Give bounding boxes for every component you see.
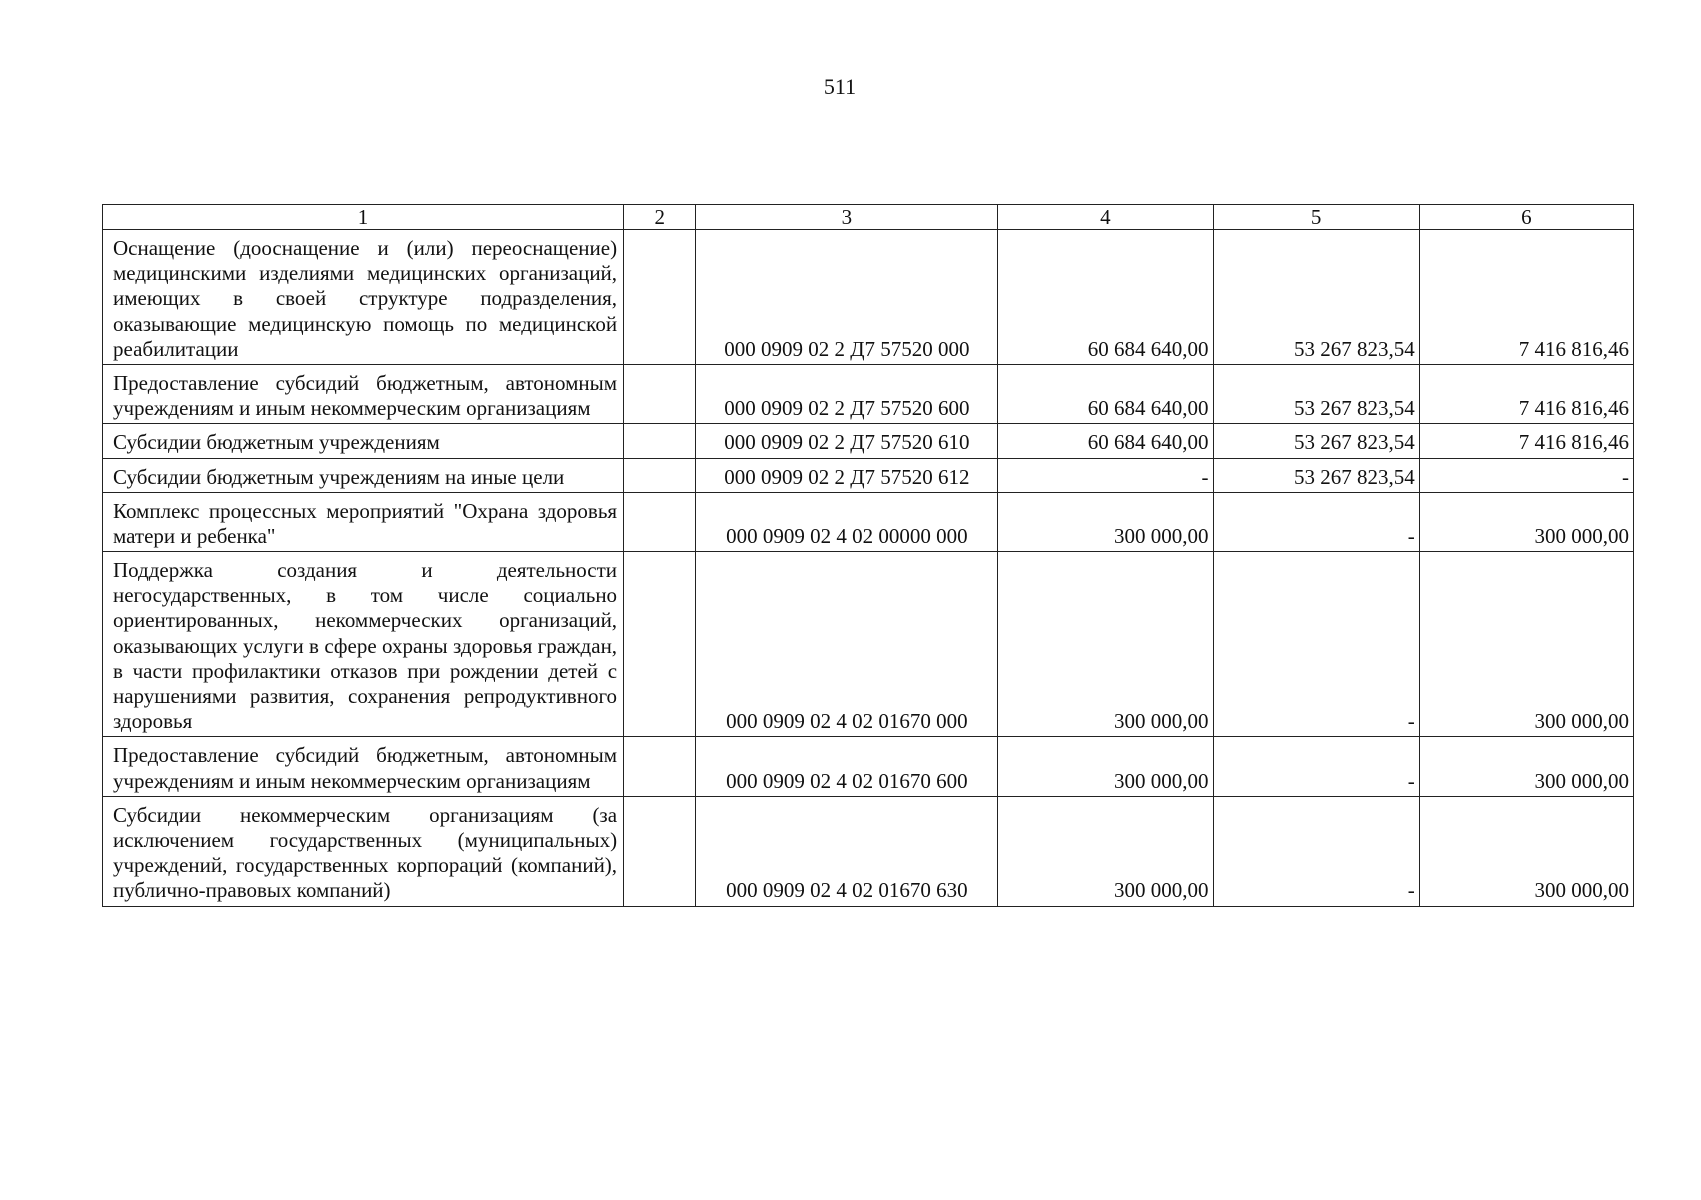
row-col6: - bbox=[1419, 458, 1633, 492]
row-col5: - bbox=[1213, 552, 1419, 737]
column-header: 5 bbox=[1213, 205, 1419, 230]
row-col5: 53 267 823,54 bbox=[1213, 458, 1419, 492]
page-number: 511 bbox=[823, 74, 857, 99]
row-name: Поддержка создания и деятельности негосударственных, в том числе социально ориентированных, некоммерческих организаций, оказывающих услуги в сфере охраны здоровья граждан, в части профилактики отказов при рождении детей с нарушениями развития, сохранения репродуктивного здоровья bbox=[103, 552, 624, 737]
row-col2 bbox=[624, 230, 696, 365]
row-col5: 53 267 823,54 bbox=[1213, 424, 1419, 458]
column-header: 3 bbox=[696, 205, 998, 230]
row-col4: - bbox=[998, 458, 1213, 492]
budget-table bbox=[102, 204, 1634, 907]
row-code: 000 0909 02 4 02 00000 000 bbox=[696, 492, 998, 551]
row-col6: 7 416 816,46 bbox=[1419, 364, 1633, 423]
column-header: 6 bbox=[1419, 205, 1633, 230]
row-code: 000 0909 02 2 Д7 57520 610 bbox=[696, 424, 998, 458]
column-header: 2 bbox=[624, 205, 696, 230]
row-col2 bbox=[624, 458, 696, 492]
table-row bbox=[103, 552, 1634, 737]
row-col2 bbox=[624, 492, 696, 551]
row-col2 bbox=[624, 424, 696, 458]
row-col4: 60 684 640,00 bbox=[998, 364, 1213, 423]
row-col4: 60 684 640,00 bbox=[998, 424, 1213, 458]
row-code: 000 0909 02 4 02 01670 600 bbox=[696, 737, 998, 796]
row-col6: 7 416 816,46 bbox=[1419, 424, 1633, 458]
row-col2 bbox=[624, 737, 696, 796]
table-row bbox=[103, 796, 1634, 906]
row-col4: 300 000,00 bbox=[998, 796, 1213, 906]
table-row bbox=[103, 492, 1634, 551]
table-row bbox=[103, 737, 1634, 796]
row-code: 000 0909 02 2 Д7 57520 000 bbox=[696, 230, 998, 365]
row-name: Комплекс процессных мероприятий "Охрана здоровья матери и ребенка" bbox=[103, 492, 624, 551]
row-name: Предоставление субсидий бюджетным, автономным учреждениям и иным некоммерческим организациям bbox=[103, 364, 624, 423]
table-row bbox=[103, 364, 1634, 423]
column-header: 1 bbox=[103, 205, 624, 230]
row-col6: 7 416 816,46 bbox=[1419, 230, 1633, 365]
header-row bbox=[103, 205, 1634, 230]
row-name: Субсидии бюджетным учреждениям bbox=[103, 424, 624, 458]
row-code: 000 0909 02 4 02 01670 000 bbox=[696, 552, 998, 737]
row-col4: 60 684 640,00 bbox=[998, 230, 1213, 365]
row-col6: 300 000,00 bbox=[1419, 796, 1633, 906]
row-col2 bbox=[624, 796, 696, 906]
row-col5: 53 267 823,54 bbox=[1213, 364, 1419, 423]
row-code: 000 0909 02 2 Д7 57520 612 bbox=[696, 458, 998, 492]
row-col2 bbox=[624, 552, 696, 737]
row-col6: 300 000,00 bbox=[1419, 737, 1633, 796]
table-row bbox=[103, 424, 1634, 458]
row-name: Предоставление субсидий бюджетным, автономным учреждениям и иным некоммерческим организациям bbox=[103, 737, 624, 796]
table-row bbox=[103, 458, 1634, 492]
row-name: Субсидии бюджетным учреждениям на иные цели bbox=[103, 458, 624, 492]
row-col4: 300 000,00 bbox=[998, 552, 1213, 737]
row-name: Субсидии некоммерческим организациям (за исключением государственных (муниципальных) учреждений, государственных корпораций (компаний), публично-правовых компаний) bbox=[103, 796, 624, 906]
row-col5: - bbox=[1213, 492, 1419, 551]
row-col5: - bbox=[1213, 796, 1419, 906]
table-row bbox=[103, 230, 1634, 365]
row-name: Оснащение (дооснащение и (или) переоснащение) медицинскими изделиями медицинских организаций, имеющих в своей структуре подразделения, оказывающие медицинскую помощь по медицинской реабилитации bbox=[103, 230, 624, 365]
row-col2 bbox=[624, 364, 696, 423]
row-col4: 300 000,00 bbox=[998, 737, 1213, 796]
row-col5: - bbox=[1213, 737, 1419, 796]
row-code: 000 0909 02 4 02 01670 630 bbox=[696, 796, 998, 906]
row-code: 000 0909 02 2 Д7 57520 600 bbox=[696, 364, 998, 423]
row-col4: 300 000,00 bbox=[998, 492, 1213, 551]
row-col6: 300 000,00 bbox=[1419, 552, 1633, 737]
row-col5: 53 267 823,54 bbox=[1213, 230, 1419, 365]
column-header: 4 bbox=[998, 205, 1213, 230]
row-col6: 300 000,00 bbox=[1419, 492, 1633, 551]
